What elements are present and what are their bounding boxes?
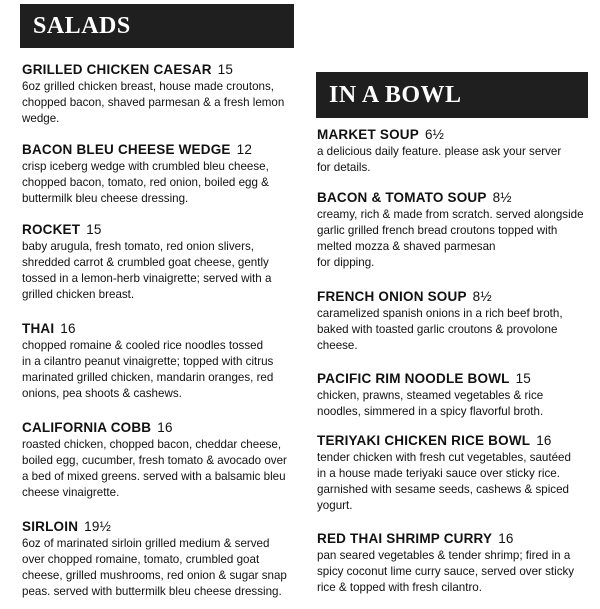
item-description: crisp iceberg wedge with crumbled bleu cheese, chopped bacon, tomato, red onion, boiled egg & buttermilk bleu cheese dressing. xyxy=(22,160,269,205)
menu-item xyxy=(317,370,592,420)
menu-item xyxy=(317,288,592,354)
item-description: chopped romaine & cooled rice noodles tossed in a cilantro peanut vinaigrette; topped with citrus marinated grilled chicken, mandarin oranges, red onions, pea shoots & cashews. xyxy=(22,339,274,400)
salads-heading: SALADS xyxy=(20,4,294,48)
item-name: ROCKET xyxy=(22,222,81,237)
menu-item xyxy=(317,189,592,271)
in-a-bowl-heading: IN A BOWL xyxy=(316,72,588,118)
item-description: caramelized spanish onions in a rich beef broth, baked with toasted garlic croutons & provolone cheese. xyxy=(317,307,563,352)
item-name: RED THAI SHRIMP CURRY xyxy=(317,531,493,546)
menu-item xyxy=(317,126,592,176)
item-price: 15 xyxy=(217,62,234,77)
item-price: 16 xyxy=(60,321,76,336)
item-description: 6oz of marinated sirloin grilled medium & served over chopped romaine, tomato, crumbled goat cheese, grilled mushrooms, red onion & sugar snap peas. served with buttermilk bleu cheese dressing. xyxy=(22,537,287,598)
menu-item xyxy=(22,518,300,600)
item-description: pan seared vegetables & tender shrimp; fired in a spicy coconut lime curry sauce, served over sticky rice & topped with fresh cilantro. xyxy=(317,549,575,594)
item-name: PACIFIC RIM NOODLE BOWL xyxy=(317,371,510,386)
item-price: 16 xyxy=(536,433,552,448)
item-name: BACON BLEU CHEESE WEDGE xyxy=(22,142,231,157)
item-name: MARKET SOUP xyxy=(317,127,419,142)
menu-item xyxy=(22,419,300,501)
item-price: 8½ xyxy=(492,190,512,205)
item-name: FRENCH ONION SOUP xyxy=(317,289,467,304)
item-description: tender chicken with fresh cut vegetables, sautéed in a house made teriyaki sauce over sticky rice. garnished with sesame seeds, cashews & spiced yogurt. xyxy=(317,451,571,512)
menu-item xyxy=(22,320,300,402)
menu-item xyxy=(22,141,300,207)
item-price: 6½ xyxy=(424,127,445,142)
item-price: 19½ xyxy=(84,519,112,534)
item-name: CALIFORNIA COBB xyxy=(22,420,152,435)
item-name: SIRLOIN xyxy=(22,519,79,534)
item-name: TERIYAKI CHICKEN RICE BOWL xyxy=(317,433,531,448)
menu-item xyxy=(317,432,592,514)
item-name: GRILLED CHICKEN CAESAR xyxy=(22,62,212,77)
item-price: 15 xyxy=(86,222,102,237)
item-price: 16 xyxy=(157,420,173,435)
item-price: 12 xyxy=(236,142,253,157)
item-description: chicken, prawns, steamed vegetables & rice noodles, simmered in a spicy flavorful broth. xyxy=(317,389,544,418)
menu-item xyxy=(317,530,592,596)
item-name: THAI xyxy=(22,321,55,336)
item-price: 15 xyxy=(515,371,532,386)
menu-item xyxy=(22,61,300,127)
item-description: 6oz grilled chicken breast, house made croutons, chopped bacon, shaved parmesan & a fresh lemon wedge. xyxy=(22,80,285,125)
item-price: 16 xyxy=(498,531,514,546)
menu-item xyxy=(22,221,300,303)
item-description: creamy, rich & made from scratch. served alongside garlic grilled french bread croutons topped with melted mozza & shaved parmesan for dipping. xyxy=(317,208,584,269)
item-description: baby arugula, fresh tomato, red onion slivers, shredded carrot & crumbled goat cheese, gently tossed in a lemon-herb vinaigrette; served with a grilled chicken breast. xyxy=(22,240,272,301)
item-description: roasted chicken, chopped bacon, cheddar cheese, boiled egg, cucumber, fresh tomato & avocado over a bed of mixed greens. served with a balsamic bleu cheese vinaigrette. xyxy=(22,438,287,499)
item-name: BACON & TOMATO SOUP xyxy=(317,190,487,205)
item-price: 8½ xyxy=(472,289,492,304)
item-description: a delicious daily feature. please ask your server for details. xyxy=(317,145,562,174)
